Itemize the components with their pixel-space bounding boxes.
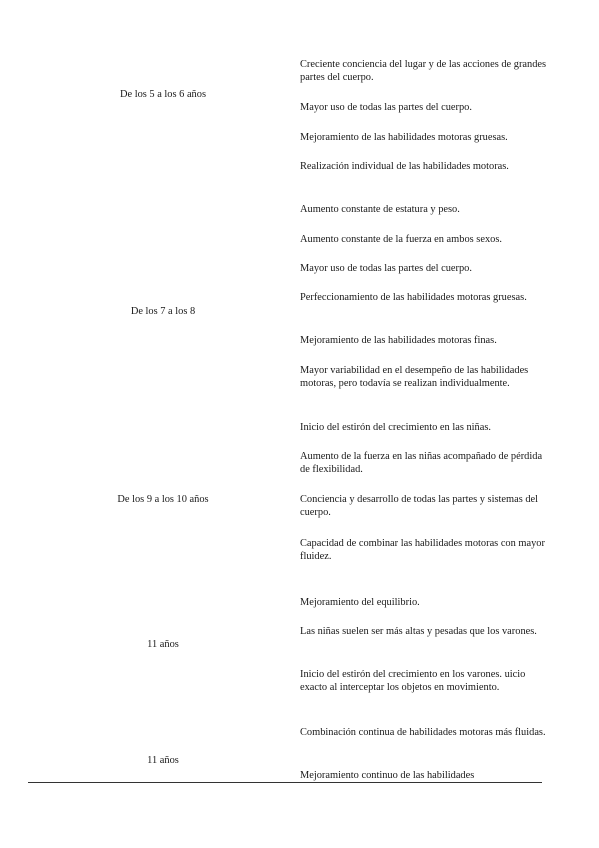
characteristic-item: Conciencia y desarrollo de todas las partes y sistemas del cuerpo. bbox=[300, 494, 539, 518]
characteristic-item: Mejoramiento de las habilidades motoras gruesas. bbox=[300, 132, 508, 143]
characteristic-item: Aumento de la fuerza en las niñas acompañado de pérdida de flexibilidad. bbox=[300, 451, 543, 475]
characteristic-item: Creciente conciencia del lugar y de las acciones de grandes partes del cuerpo. bbox=[300, 59, 547, 83]
characteristic-item: Mayor uso de todas las partes del cuerpo. bbox=[300, 102, 472, 113]
age-group-label: 11 años bbox=[147, 639, 179, 650]
characteristic-item: Realización individual de las habilidades motoras. bbox=[300, 161, 509, 172]
age-group-label: De los 7 a los 8 bbox=[130, 306, 196, 317]
age-group-label: De los 9 a los 10 años bbox=[117, 494, 209, 505]
characteristic-item: Mayor uso de todas las partes del cuerpo. bbox=[300, 263, 472, 274]
characteristic-item: Combinación continua de habilidades motoras más fluidas. bbox=[300, 727, 546, 738]
characteristic-item: Aumento constante de la fuerza en ambos sexos. bbox=[300, 234, 502, 245]
table-bottom-rule bbox=[28, 782, 542, 783]
characteristic-item: Perfeccionamiento de las habilidades motoras gruesas. bbox=[300, 292, 527, 303]
age-group-label: 11 años bbox=[147, 755, 179, 766]
characteristic-item: Mejoramiento de las habilidades motoras finas. bbox=[300, 335, 497, 346]
characteristic-item: Inicio del estirón del crecimiento en los varones. uicio exacto al interceptar los objetos en movimiento. bbox=[300, 669, 526, 693]
characteristic-item: Inicio del estirón del crecimiento en las niñas. bbox=[300, 422, 492, 433]
characteristic-item: Mejoramiento del equilibrio. bbox=[300, 597, 420, 608]
age-group-label: De los 5 a los 6 años bbox=[119, 89, 206, 100]
characteristic-item: Mejoramiento continuo de las habilidades bbox=[300, 770, 475, 781]
characteristic-item: Aumento constante de estatura y peso. bbox=[300, 204, 460, 215]
characteristic-item: Las niñas suelen ser más altas y pesadas que los varones. bbox=[300, 626, 537, 637]
characteristic-item: Mayor variabilidad en el desempeño de las habilidades motoras, pero todavía se realizan individualmente. bbox=[300, 365, 529, 389]
characteristic-item: Capacidad de combinar las habilidades motoras con mayor fluidez. bbox=[300, 538, 545, 562]
